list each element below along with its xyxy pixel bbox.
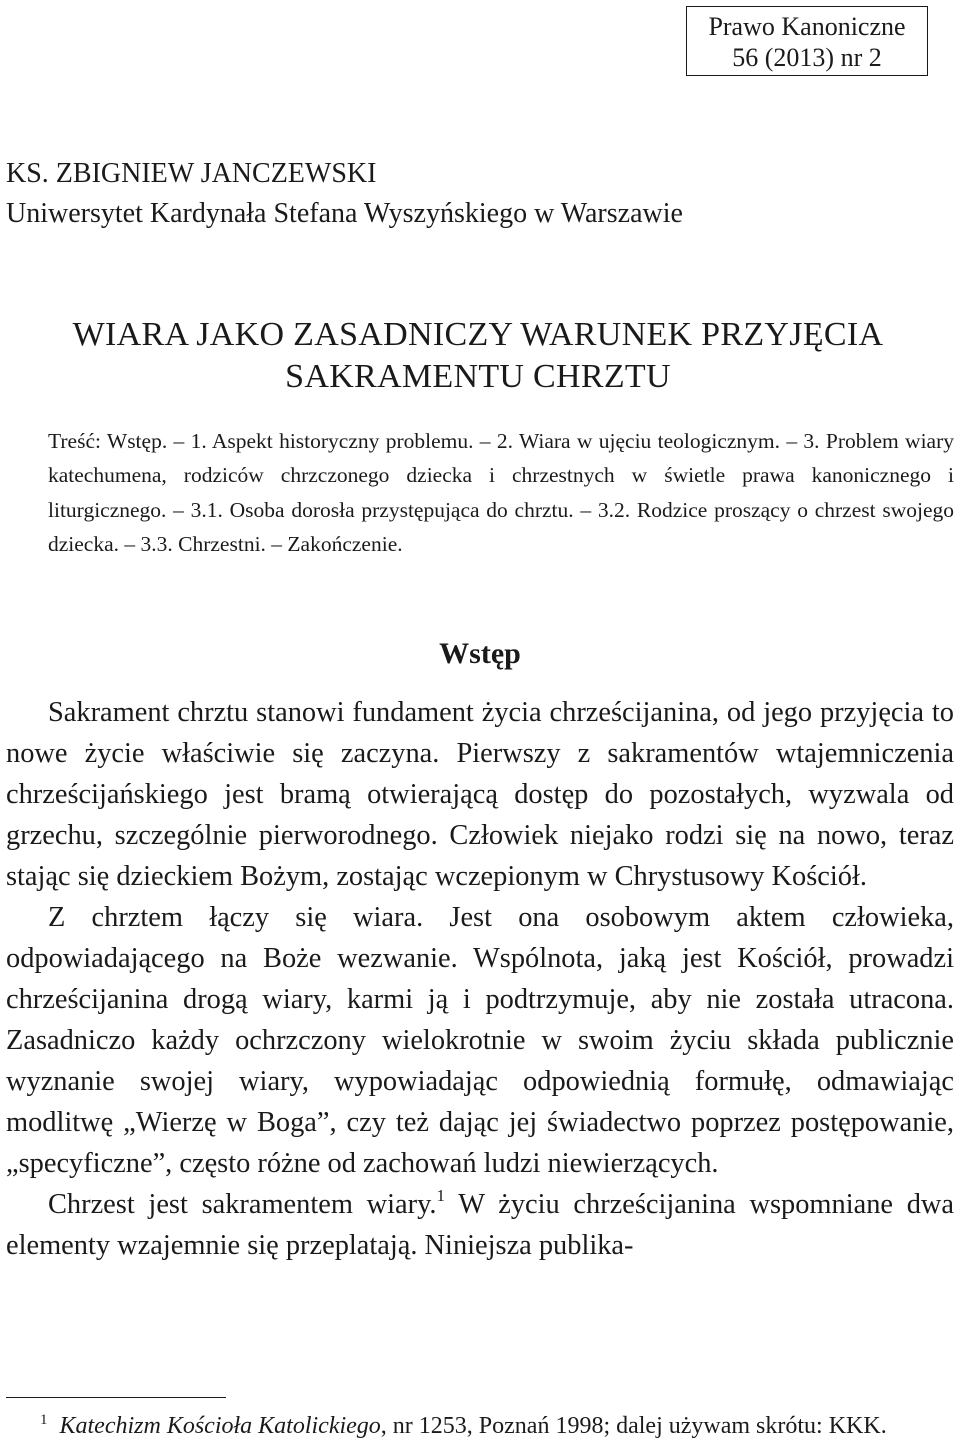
author-block xyxy=(6,154,946,234)
toc-text: Treść: Wstęp. – 1. Aspekt historyczny problemu. – 2. Wiara w ujęciu teologicznym. – 3. Problem wiary katechumena, rodziców chrzczonego dziecka i chrzestnych w świetle prawa kanonicznego i liturgicznego. – 3.1. Osoba dorosła przystępująca do chrztu. – 3.2. Rodzice proszący o chrzest swojego dziecka. – 3.3. Chrzestni. – Zakończenie. xyxy=(48,429,954,556)
article-body xyxy=(6,692,954,1266)
footnote-separator xyxy=(6,1397,226,1398)
footnote-title: Katechizm Kościoła Katolickiego xyxy=(59,1413,381,1439)
footnote-reference[interactable]: 1 xyxy=(436,1186,446,1206)
author-name: KS. ZBIGNIEW JANCZEWSKI xyxy=(6,158,377,189)
journal-name: Prawo Kanoniczne xyxy=(708,12,906,41)
journal-issue: 56 (2013) nr 2 xyxy=(732,43,882,72)
section-heading: Wstęp xyxy=(439,637,521,670)
article-title-line-1: WIARA JAKO ZASADNICZY WARUNEK PRZYJĘCIA xyxy=(72,316,884,353)
article-title-line-2: SAKRAMENTU CHRZTU xyxy=(285,358,671,395)
paragraph-3-rest: W życiu chrześcijanina wspomniane dwa elementy wzajemnie się przeplatają. Niniejsza publika- xyxy=(6,1189,954,1261)
footnote-number: 1 xyxy=(40,1412,48,1428)
journal-info-box xyxy=(686,6,928,76)
footnote-text: , nr 1253, Poznań 1998; dalej używam skrótu: KKK. xyxy=(380,1413,887,1439)
author-affiliation: Uniwersytet Kardynała Stefana Wyszyńskiego w Warszawie xyxy=(6,198,683,229)
footnote xyxy=(40,1404,950,1442)
paragraph-3 xyxy=(6,1184,954,1266)
article-title xyxy=(6,314,950,398)
table-of-contents xyxy=(6,424,954,561)
paragraph-2: Z chrztem łączy się wiara. Jest ona osobowym aktem człowieka, odpowiadającego na Boże wezwanie. Wspólnota, jaką jest Kościół, prowadzi chrześcijanina drogą wiary, karmi ją i podtrzymuje, aby nie została utracona. Zasadniczo każdy ochrzczony wielokrotnie w swoim życiu składa publicznie wyznanie swojej wiary, wypowiadając odpowiednią formułę, odmawiając modlitwę „Wierzę w Boga”, czy też dając jej świadectwo poprzez postępowanie, „specyficzne”, często różne od zachowań ludzi niewierzących. xyxy=(6,902,954,1179)
paragraph-1: Sakrament chrztu stanowi fundament życia chrześcijanina, od jego przyjęcia to nowe życie właściwie się zaczyna. Pierwszy z sakramentów wtajemniczenia chrześcijańskiego jest bramą otwierającą dostęp do pozostałych, wyzwala od grzechu, szczególnie pierworodnego. Człowiek niejako rodzi się na nowo, teraz stając się dzieckiem Bożym, zostając wczepionym w Chrystusowy Kościół. xyxy=(6,697,954,892)
paragraph-3-start: Chrzest jest sakramentem wiary. xyxy=(48,1189,437,1220)
